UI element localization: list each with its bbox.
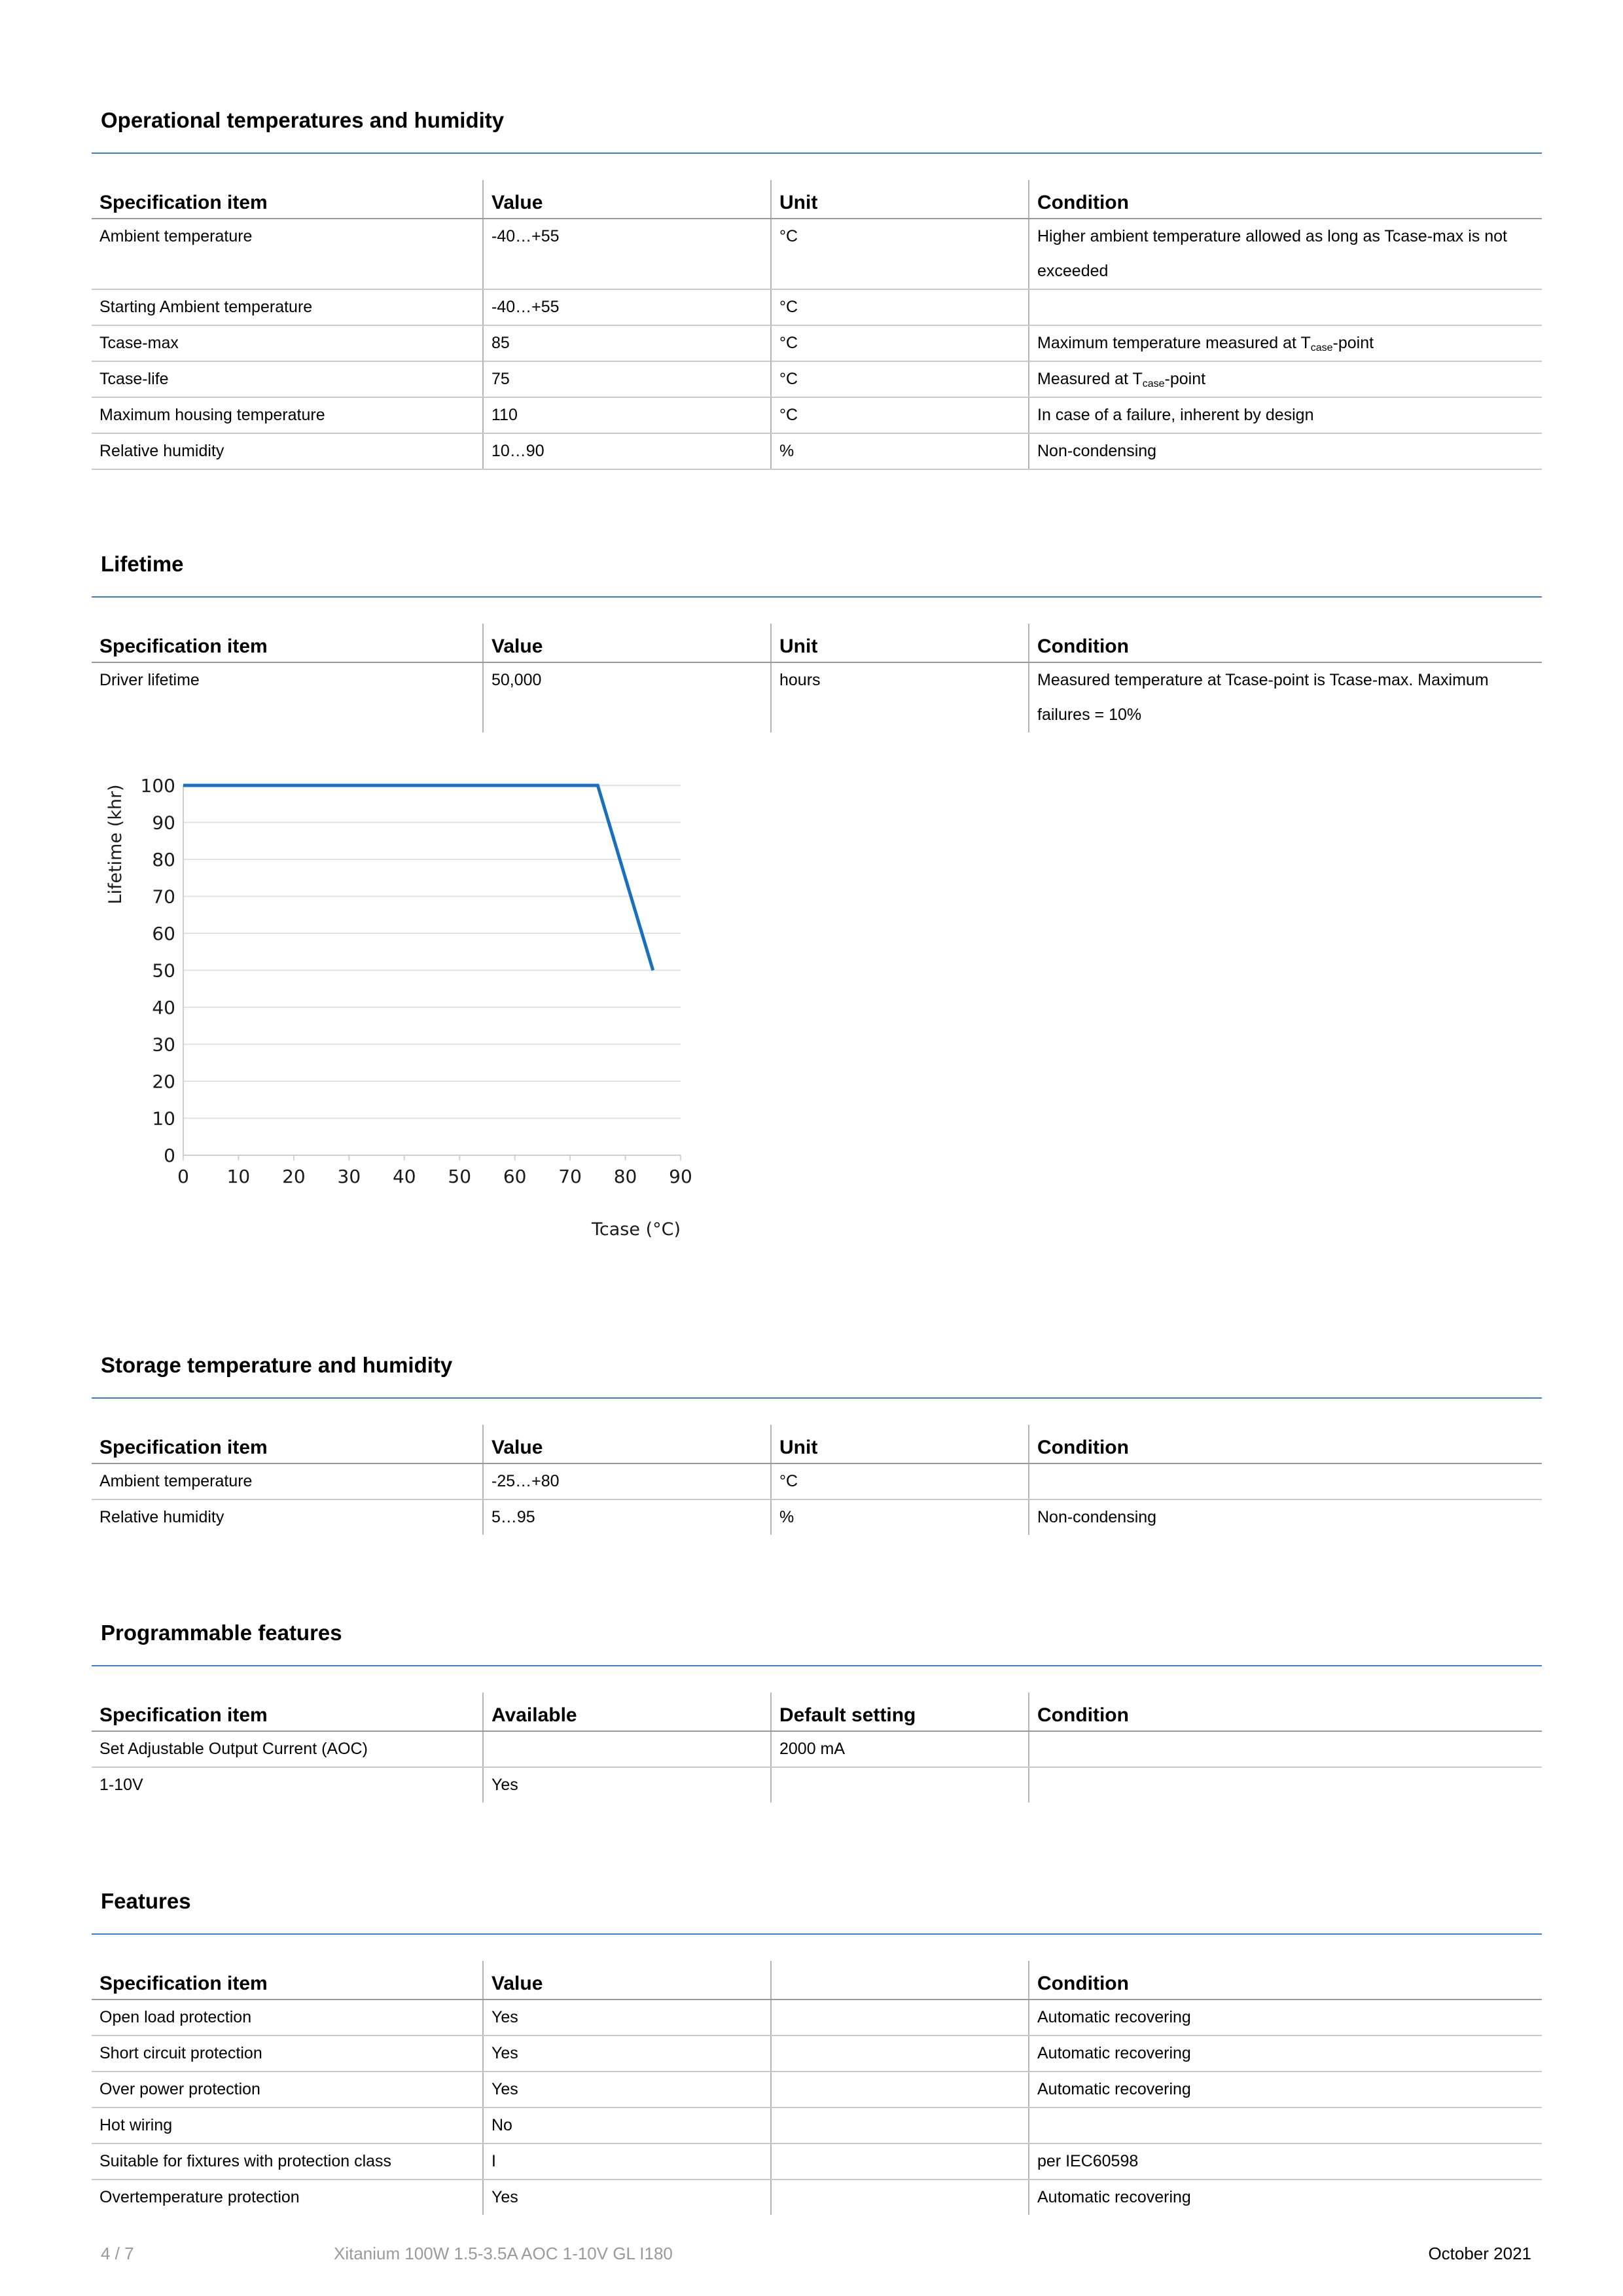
value-cell: Yes (483, 2179, 771, 2215)
table-row (92, 2036, 1542, 2072)
column-header: Condition (1029, 180, 1542, 219)
x-tick-label: 30 (337, 1166, 361, 1187)
y-tick-label: 30 (152, 1033, 175, 1056)
column-header: Specification item (92, 624, 483, 662)
features-spec-table (92, 1961, 1542, 2215)
condition-cell: per IEC60598 (1029, 2144, 1542, 2179)
column-header: Value (483, 180, 771, 219)
column-header: Value (483, 1425, 771, 1463)
condition-cell: Higher ambient temperature allowed as long as Tcase-max is not exceeded (1029, 219, 1542, 289)
column-header: Unit (771, 180, 1029, 219)
spec-item-cell: Relative humidity (99, 1508, 224, 1526)
empty-cell (771, 2144, 1029, 2179)
empty-cell (771, 2072, 1029, 2108)
document-date: October 2021 (1428, 2244, 1531, 2263)
unit-cell: °C (771, 361, 1029, 397)
default-setting-cell (771, 1767, 1029, 1803)
spec-item-cell: Set Adjustable Output Current (AOC) (92, 1731, 483, 1767)
programmable-spec-table (92, 1693, 1542, 1803)
storage-spec-table (92, 1425, 1542, 1535)
spec-item-cell: Suitable for fixtures with protection class (92, 2144, 483, 2179)
column-header: Specification item (92, 1425, 483, 1463)
column-header: Unit (771, 624, 1029, 662)
condition-cell: Non-condensing (1029, 433, 1542, 469)
column-header: Condition (1029, 1693, 1542, 1731)
column-header: Specification item (92, 1961, 483, 2000)
table-row (92, 2179, 1542, 2215)
table-row (92, 1463, 1542, 1499)
chart-tick-labels (141, 775, 692, 1187)
unit-cell: % (771, 1499, 1029, 1535)
table-row (92, 433, 1542, 469)
table-header-row (92, 624, 1542, 662)
condition-cell (1029, 1463, 1542, 1499)
default-setting-cell: 2000 mA (771, 1731, 1029, 1767)
unit-cell: hours (771, 662, 1029, 732)
section-divider (92, 1665, 1542, 1666)
x-tick-label: 90 (669, 1166, 692, 1187)
table-row (92, 325, 1542, 361)
section-title: Programmable features (101, 1621, 342, 1645)
table-row (92, 2072, 1542, 2108)
y-tick-label: 60 (152, 923, 175, 944)
value-cell: Yes (483, 2036, 771, 2072)
condition-cell: Measured at $T_{case}$-point (1029, 361, 1542, 397)
y-tick-label: 90 (152, 812, 175, 834)
table-row (92, 397, 1542, 433)
section-title: Storage temperature and humidity (101, 1353, 453, 1377)
section-divider (92, 596, 1542, 598)
column-header (771, 1961, 1029, 2000)
table-row (92, 1499, 1542, 1535)
y-tick-label: 20 (152, 1071, 175, 1092)
operational-spec-table (92, 180, 1542, 470)
condition-cell: Automatic recovering (1029, 2072, 1542, 2108)
condition-cell: Automatic recovering (1029, 2036, 1542, 2072)
lifetime-chart (92, 759, 720, 1257)
condition-cell: Automatic recovering (1029, 2179, 1542, 2215)
table-row (92, 2000, 1542, 2036)
value-cell: -25…+80 (483, 1463, 771, 1499)
table-row (92, 662, 1542, 732)
column-header: Condition (1029, 624, 1542, 662)
condition-cell: Automatic recovering (1029, 2000, 1542, 2036)
value-cell: I (483, 2144, 771, 2179)
lifetime-series-line (183, 785, 653, 971)
section-title: Operational temperatures and humidity (101, 108, 505, 132)
spec-item-cell: Driver lifetime (99, 671, 200, 689)
empty-cell (771, 2108, 1029, 2144)
section-divider (92, 1397, 1542, 1399)
unit-cell: % (771, 433, 1029, 469)
table-header-row (92, 1961, 1542, 2000)
x-tick-label: 20 (282, 1166, 306, 1187)
condition-cell: Non-condensing (1029, 1499, 1542, 1535)
table-row (92, 361, 1542, 397)
column-header: Specification item (92, 180, 483, 219)
spec-item-cell: Tcase-life (92, 361, 483, 397)
y-tick-label: 100 (140, 775, 175, 797)
unit-cell: °C (771, 219, 1029, 289)
spec-item-cell: Starting Ambient temperature (92, 289, 483, 325)
empty-cell (771, 2179, 1029, 2215)
table-row (92, 289, 1542, 325)
column-header: Value (483, 1961, 771, 2000)
value-cell: 110 (483, 397, 771, 433)
table-row (92, 1731, 1542, 1767)
value-cell: 5…95 (483, 1499, 771, 1535)
y-tick-label: 70 (152, 886, 175, 908)
spec-item-cell: Maximum housing temperature (92, 397, 483, 433)
spec-item-cell: Overtemperature protection (99, 2188, 300, 2206)
spec-item-cell: Relative humidity (92, 433, 483, 469)
unit-cell: °C (771, 289, 1029, 325)
table-header-row (92, 1425, 1542, 1463)
section-divider (92, 1933, 1542, 1935)
y-tick-label: 10 (152, 1107, 175, 1130)
condition-cell (1029, 2108, 1542, 2144)
column-header: Available (483, 1693, 771, 1731)
unit-cell: °C (771, 325, 1029, 361)
value-cell: Yes (483, 2072, 771, 2108)
x-tick-label: 60 (503, 1166, 527, 1187)
condition-cell (1029, 1767, 1542, 1803)
value-cell: No (483, 2108, 771, 2144)
value-cell: -40…+55 (483, 219, 771, 289)
page-number: 4 / 7 (101, 2244, 134, 2263)
condition-cell (1029, 289, 1542, 325)
lifetime-spec-table (92, 624, 1542, 732)
table-row (92, 1767, 1542, 1803)
column-header: Value (483, 624, 771, 662)
spec-item-cell: Open load protection (92, 2000, 483, 2036)
spec-item-cell: Hot wiring (92, 2108, 483, 2144)
value-cell: 75 (483, 361, 771, 397)
y-tick-label: 40 (152, 997, 175, 1018)
table-header-row (92, 180, 1542, 219)
x-axis-label: Tcase (°C) (592, 1219, 681, 1240)
table-row (92, 2108, 1542, 2144)
chart-axes (183, 785, 681, 1160)
section-title: Features (101, 1889, 191, 1913)
table-row (92, 219, 1542, 289)
empty-cell (771, 2000, 1029, 2036)
x-tick-label: 70 (558, 1166, 582, 1187)
unit-cell: °C (771, 397, 1029, 433)
column-header: Condition (1029, 1425, 1542, 1463)
x-tick-label: 40 (392, 1166, 416, 1187)
x-tick-label: 50 (448, 1166, 472, 1187)
condition-cell: Maximum temperature measured at $T_{case}$-point (1029, 325, 1542, 361)
x-tick-label: 10 (226, 1166, 251, 1187)
empty-cell (771, 2036, 1029, 2072)
y-tick-label: 50 (152, 960, 175, 982)
spec-item-cell: Over power protection (92, 2072, 483, 2108)
table-header-row (92, 1693, 1542, 1731)
x-tick-label: 80 (613, 1166, 637, 1187)
value-cell: -40…+55 (483, 289, 771, 325)
spec-item-cell: Ambient temperature (92, 1463, 483, 1499)
spec-item-cell: Tcase-max (92, 325, 483, 361)
column-header: Condition (1029, 1961, 1542, 2000)
value-cell: 50,000 (483, 662, 771, 732)
spec-item-cell: 1-10V (99, 1776, 143, 1794)
column-header: Unit (771, 1425, 1029, 1463)
product-name: Xitanium 100W 1.5-3.5A AOC 1-10V GL I180 (334, 2244, 673, 2263)
spec-item-cell: Short circuit protection (92, 2036, 483, 2072)
condition-cell: Measured temperature at Tcase-point is Tcase-max. Maximum failures = 10% (1029, 662, 1542, 732)
lifetime-chart-svg (92, 759, 720, 1257)
spec-item-cell: Ambient temperature (92, 219, 483, 289)
available-cell: Yes (483, 1767, 771, 1803)
value-cell: 10…90 (483, 433, 771, 469)
column-header: Specification item (92, 1693, 483, 1731)
condition-cell (1029, 1731, 1542, 1767)
value-cell: Yes (483, 2000, 771, 2036)
unit-cell: °C (771, 1463, 1029, 1499)
condition-cell: In case of a failure, inherent by design (1029, 397, 1542, 433)
available-cell (483, 1731, 771, 1767)
section-title: Lifetime (101, 552, 184, 576)
column-header: Default setting (771, 1693, 1029, 1731)
y-tick-label: 0 (164, 1145, 175, 1166)
y-axis-label: Lifetime (khr) (105, 784, 126, 905)
table-row (92, 2144, 1542, 2179)
section-divider (92, 152, 1542, 154)
value-cell: 85 (483, 325, 771, 361)
chart-series (183, 785, 653, 971)
y-tick-label: 80 (152, 849, 175, 870)
chart-gridlines (183, 785, 681, 1119)
x-tick-label: 0 (177, 1166, 189, 1187)
